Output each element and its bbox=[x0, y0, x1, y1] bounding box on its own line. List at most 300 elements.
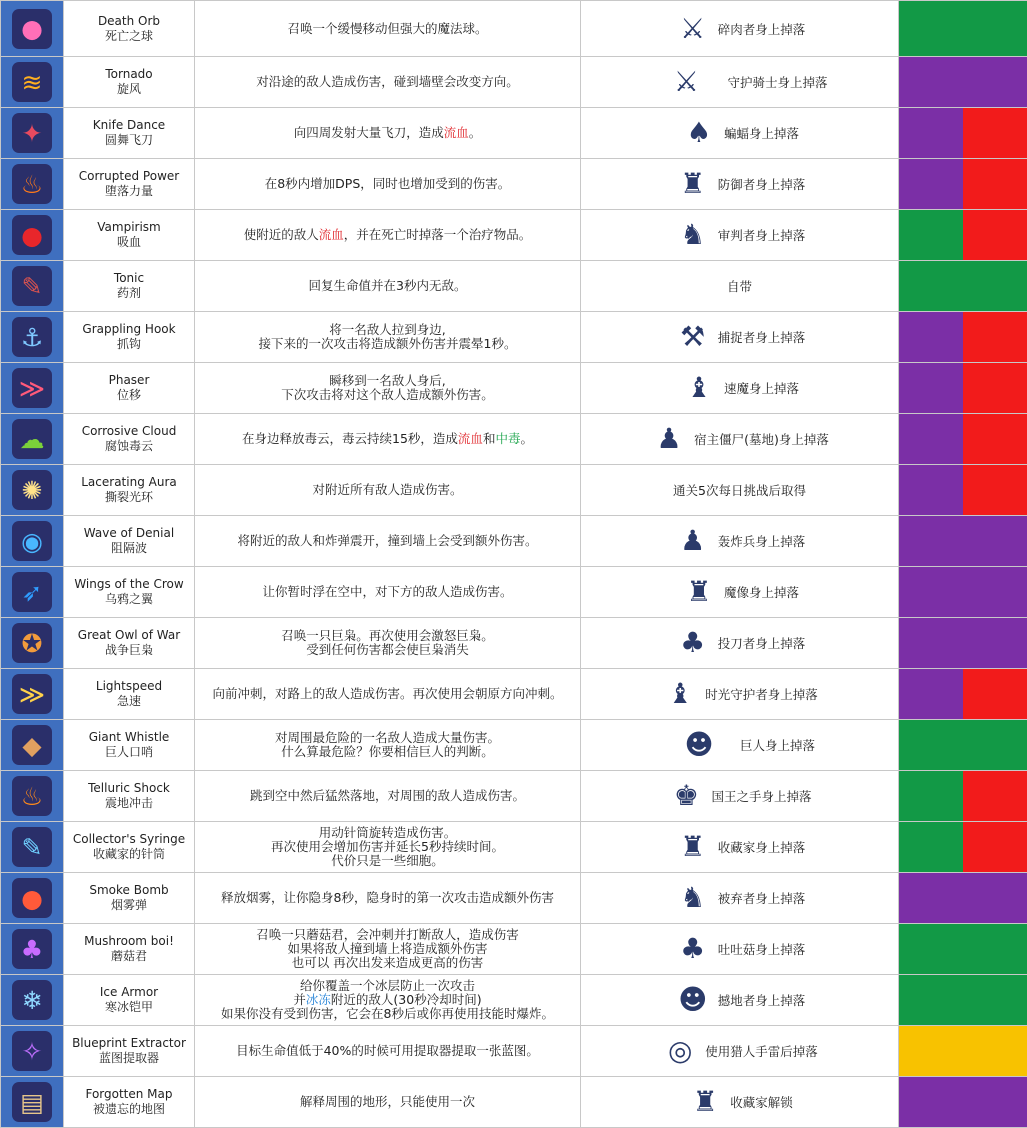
description-text: 召唤一只蘑菇君，会冲刺并打断敌人，造成伤害 bbox=[256, 927, 519, 942]
scroll-color-cell bbox=[899, 975, 1027, 1026]
description-text: 接下来的一次攻击将造成额外伤害并震晕1秒。 bbox=[259, 336, 517, 351]
skill-name-cell bbox=[64, 159, 195, 210]
skill-description bbox=[195, 159, 581, 210]
giant-sprite: ☻ bbox=[664, 724, 734, 766]
drop-source-text: 国王之手身上掉落 bbox=[711, 787, 811, 805]
drop-source-text: 自带 bbox=[727, 277, 752, 295]
scroll-color-cell bbox=[899, 516, 1027, 567]
scroll-color-cell bbox=[899, 618, 1027, 669]
drop-source-cell bbox=[581, 924, 899, 975]
red-color-swatch bbox=[963, 108, 1027, 158]
skill-name-zh: 乌鸦之翼 bbox=[64, 592, 194, 607]
wave-icon: ◉ bbox=[12, 521, 52, 561]
skill-description bbox=[195, 618, 581, 669]
skill-description bbox=[195, 1, 581, 57]
skill-description bbox=[195, 669, 581, 720]
drop-source-text: 防御者身上掉落 bbox=[718, 175, 806, 193]
description-text: 回复生命值并在3秒内无敌。 bbox=[309, 278, 467, 293]
description-text: 将一名敌人拉到身边, bbox=[329, 322, 445, 337]
description-text: 代价只是一些细胞。 bbox=[331, 853, 444, 868]
skill-name-en: Giant Whistle bbox=[64, 730, 194, 745]
skill-name-zh: 死亡之球 bbox=[64, 29, 194, 44]
description-text: ，并在死亡时掉落一个治疗物品。 bbox=[344, 227, 532, 242]
description-line bbox=[199, 534, 576, 548]
description-text: 用动针筒旋转造成伤害。 bbox=[319, 825, 457, 840]
scroll-color-cell bbox=[899, 822, 1027, 873]
description-text: 也可以 再次出发来造成更高的伤害 bbox=[292, 955, 483, 970]
skill-name-zh: 吸血 bbox=[64, 235, 194, 250]
drop-source-cell bbox=[581, 669, 899, 720]
table-row bbox=[1, 210, 1027, 261]
skill-description bbox=[195, 312, 581, 363]
red-color-swatch bbox=[963, 669, 1027, 719]
scroll-color-cell bbox=[899, 1, 1027, 57]
skill-description bbox=[195, 210, 581, 261]
table-row bbox=[1, 261, 1027, 312]
description-text: 对沿途的敌人造成伤害，碰到墙壁会改变方向。 bbox=[256, 74, 519, 89]
skill-description bbox=[195, 1026, 581, 1077]
red-color-swatch bbox=[963, 822, 1027, 872]
freeze-keyword: 冰冻 bbox=[306, 992, 331, 1007]
skill-description bbox=[195, 1077, 581, 1128]
skill-name-cell bbox=[64, 261, 195, 312]
scroll-color-cell bbox=[899, 771, 1027, 822]
crow-feather-icon: ➶ bbox=[12, 572, 52, 612]
skill-name-cell bbox=[64, 312, 195, 363]
drop-source-text: 撼地者身上掉落 bbox=[718, 991, 806, 1009]
skill-name-en: Wave of Denial bbox=[64, 526, 194, 541]
red-color-swatch bbox=[963, 210, 1027, 260]
skill-icon-cell bbox=[1, 873, 64, 924]
skill-name-en: Tornado bbox=[64, 67, 194, 82]
description-line bbox=[199, 979, 576, 993]
collector-sprite: ♜ bbox=[686, 1081, 724, 1123]
skill-description bbox=[195, 924, 581, 975]
description-text: 跳到空中然后猛然落地，对周围的敌人造成伤害。 bbox=[250, 788, 525, 803]
skill-description bbox=[195, 261, 581, 312]
bleed-keyword: 流血 bbox=[444, 125, 469, 140]
yellow-color-swatch bbox=[899, 1026, 1027, 1076]
drop-source-cell bbox=[581, 465, 899, 516]
description-text: 瞬移到一名敌人身后, bbox=[329, 373, 445, 388]
drop-source-cell bbox=[581, 210, 899, 261]
description-text: 受到任何伤害都会使巨枭消失 bbox=[306, 642, 469, 657]
skill-name-zh: 抓钩 bbox=[64, 337, 194, 352]
skill-name-zh: 圆舞飞刀 bbox=[64, 133, 194, 148]
green-color-swatch bbox=[899, 822, 963, 872]
skill-name-cell bbox=[64, 873, 195, 924]
scroll-color-cell bbox=[899, 669, 1027, 720]
skill-icon-cell bbox=[1, 567, 64, 618]
table-row bbox=[1, 771, 1027, 822]
drop-source-text: 收藏家解锁 bbox=[730, 1093, 793, 1111]
description-text: 将附近的敌人和炸弹震开，撞到墙上会受到额外伤害。 bbox=[237, 533, 537, 548]
skill-icon-cell bbox=[1, 516, 64, 567]
drop-source-text: 魔像身上掉落 bbox=[724, 583, 799, 601]
table-row bbox=[1, 822, 1027, 873]
table-row bbox=[1, 618, 1027, 669]
skill-icon-cell bbox=[1, 312, 64, 363]
skill-name-cell bbox=[64, 57, 195, 108]
whistle-icon: ◆ bbox=[12, 725, 52, 765]
purple-color-swatch bbox=[899, 516, 1027, 566]
time-keeper-sprite: ♝ bbox=[661, 673, 699, 715]
skill-rows bbox=[1, 1, 1027, 1128]
description-line bbox=[199, 1044, 576, 1058]
skill-name-zh: 战争巨枭 bbox=[64, 643, 194, 658]
description-text: 给你覆盖一个冰层防止一次攻击 bbox=[300, 978, 475, 993]
skill-name-zh: 堕落力量 bbox=[64, 184, 194, 199]
description-line bbox=[199, 993, 576, 1007]
lightspeed-icon: ≫ bbox=[12, 674, 52, 714]
skill-name-cell bbox=[64, 771, 195, 822]
host-zombie-sprite: ♟ bbox=[650, 418, 688, 460]
drop-source-text: 收藏家身上掉落 bbox=[718, 838, 806, 856]
bat-sprite: ♠ bbox=[680, 112, 718, 154]
skill-name-en: Death Orb bbox=[64, 14, 194, 29]
description-line bbox=[199, 337, 576, 351]
skill-icon-cell bbox=[1, 669, 64, 720]
skill-icon-cell bbox=[1, 924, 64, 975]
skill-name-cell bbox=[64, 975, 195, 1026]
description-text: 并 bbox=[293, 992, 306, 1007]
description-text: 向前冲刺，对路上的敌人造成伤害。再次使用会朝原方向冲刺。 bbox=[212, 686, 562, 701]
drop-source-text: 吐吐菇身上掉落 bbox=[718, 940, 806, 958]
skill-name-zh: 旋风 bbox=[64, 82, 194, 97]
skill-name-zh: 震地冲击 bbox=[64, 796, 194, 811]
skill-name-zh: 被遗忘的地图 bbox=[64, 1102, 194, 1117]
scroll-color-cell bbox=[899, 363, 1027, 414]
description-line bbox=[199, 177, 576, 191]
description-text: 使附近的敌人 bbox=[244, 227, 319, 242]
drop-source-text: 巨人身上掉落 bbox=[740, 736, 815, 754]
extractor-icon: ✧ bbox=[12, 1031, 52, 1071]
drop-source-text: 被弃者身上掉落 bbox=[718, 889, 806, 907]
skill-name-cell bbox=[64, 465, 195, 516]
skill-name-en: Tonic bbox=[64, 271, 194, 286]
purple-color-swatch bbox=[899, 618, 1027, 668]
scroll-color-cell bbox=[899, 1077, 1027, 1128]
tornado-icon: ≋ bbox=[12, 62, 52, 102]
skill-icon-cell bbox=[1, 57, 64, 108]
collector-sprite: ♜ bbox=[674, 826, 712, 868]
drop-source-text: 投刀者身上掉落 bbox=[718, 634, 806, 652]
knife-thrower-sprite: ♣ bbox=[674, 622, 712, 664]
skill-description bbox=[195, 363, 581, 414]
description-text: 召唤一个缓慢移动但强大的魔法球。 bbox=[287, 21, 487, 36]
description-line bbox=[199, 731, 576, 745]
table-row bbox=[1, 975, 1027, 1026]
drop-source-text: 使用猎人手雷后掉落 bbox=[705, 1042, 818, 1060]
table-row bbox=[1, 159, 1027, 210]
description-line bbox=[199, 826, 576, 840]
skill-name-zh: 收藏家的针筒 bbox=[64, 847, 194, 862]
skill-name-zh: 药剂 bbox=[64, 286, 194, 301]
description-text: 解释周围的地形，只能使用一次 bbox=[300, 1094, 475, 1109]
skill-description bbox=[195, 720, 581, 771]
description-text: 什么算最危险？你要相信巨人的判断。 bbox=[281, 744, 494, 759]
table-row bbox=[1, 720, 1027, 771]
scroll-color-cell bbox=[899, 108, 1027, 159]
skill-description bbox=[195, 975, 581, 1026]
skill-name-cell bbox=[64, 414, 195, 465]
description-line bbox=[199, 643, 576, 657]
scroll-color-cell bbox=[899, 465, 1027, 516]
skill-name-en: Great Owl of War bbox=[64, 628, 194, 643]
drop-source-cell bbox=[581, 822, 899, 873]
purple-color-swatch bbox=[899, 414, 963, 464]
catcher-sprite: ⚒ bbox=[674, 316, 712, 358]
table-row bbox=[1, 1077, 1027, 1128]
red-color-swatch bbox=[963, 312, 1027, 362]
description-line bbox=[199, 374, 576, 388]
description-line bbox=[199, 687, 576, 701]
drop-source-cell bbox=[581, 159, 899, 210]
table-row bbox=[1, 669, 1027, 720]
description-text: 对周围最危险的一名敌人造成大量伤害。 bbox=[275, 730, 500, 745]
corrupted-power-icon: ♨ bbox=[12, 164, 52, 204]
description-line bbox=[199, 840, 576, 854]
description-line bbox=[199, 789, 576, 803]
skill-name-cell bbox=[64, 924, 195, 975]
table-row bbox=[1, 924, 1027, 975]
description-text: 。 bbox=[520, 431, 533, 446]
drop-source-cell bbox=[581, 363, 899, 414]
drop-source-cell bbox=[581, 261, 899, 312]
scroll-color-cell bbox=[899, 1026, 1027, 1077]
skill-description bbox=[195, 465, 581, 516]
skill-name-en: Corrosive Cloud bbox=[64, 424, 194, 439]
skill-name-cell bbox=[64, 210, 195, 261]
scroll-color-cell bbox=[899, 261, 1027, 312]
runner-sprite: ♝ bbox=[680, 367, 718, 409]
skill-name-en: Grappling Hook bbox=[64, 322, 194, 337]
drop-source-cell bbox=[581, 312, 899, 363]
description-line bbox=[199, 629, 576, 643]
description-text: 。 bbox=[469, 125, 482, 140]
skill-name-cell bbox=[64, 1026, 195, 1077]
description-line bbox=[199, 279, 576, 293]
skill-name-zh: 巨人口哨 bbox=[64, 745, 194, 760]
butcher-sprite: ⚔ bbox=[674, 8, 712, 50]
bomb-icon: ● bbox=[12, 878, 52, 918]
scroll-color-cell bbox=[899, 720, 1027, 771]
skill-name-zh: 位移 bbox=[64, 388, 194, 403]
purple-color-swatch bbox=[899, 1077, 1027, 1127]
skill-name-cell bbox=[64, 822, 195, 873]
purple-color-swatch bbox=[899, 108, 963, 158]
table-row bbox=[1, 465, 1027, 516]
scroll-color-cell bbox=[899, 873, 1027, 924]
skill-icon-cell bbox=[1, 261, 64, 312]
drop-source-cell bbox=[581, 771, 899, 822]
drop-source-cell bbox=[581, 57, 899, 108]
scroll-color-cell bbox=[899, 57, 1027, 108]
skill-name-zh: 腐蚀毒云 bbox=[64, 439, 194, 454]
poison-keyword: 中毒 bbox=[495, 431, 520, 446]
drop-source-cell bbox=[581, 414, 899, 465]
table-row bbox=[1, 516, 1027, 567]
purple-color-swatch bbox=[899, 669, 963, 719]
skill-icon-cell bbox=[1, 771, 64, 822]
description-line bbox=[199, 854, 576, 868]
skill-name-zh: 急速 bbox=[64, 694, 194, 709]
abandoned-sprite: ♞ bbox=[674, 877, 712, 919]
skill-icon-cell bbox=[1, 465, 64, 516]
skill-name-en: Ice Armor bbox=[64, 985, 194, 1000]
skill-icon-cell bbox=[1, 414, 64, 465]
drop-source-text: 宿主僵尸(墓地)身上掉落 bbox=[694, 430, 829, 448]
drop-source-cell bbox=[581, 975, 899, 1026]
skill-icon-cell bbox=[1, 108, 64, 159]
skill-name-zh: 蘑菇君 bbox=[64, 949, 194, 964]
skill-name-en: Corrupted Power bbox=[64, 169, 194, 184]
skill-icon-cell bbox=[1, 720, 64, 771]
skill-name-en: Wings of the Crow bbox=[64, 577, 194, 592]
skill-name-en: Blueprint Extractor bbox=[64, 1036, 194, 1051]
description-line bbox=[199, 388, 576, 402]
mushroom-icon: ♣ bbox=[12, 929, 52, 969]
map-icon: ▤ bbox=[12, 1082, 52, 1122]
description-line bbox=[199, 75, 576, 89]
purple-color-swatch bbox=[899, 567, 1027, 617]
purple-color-swatch bbox=[899, 873, 1027, 923]
skill-name-en: Mushroom boi! bbox=[64, 934, 194, 949]
skill-icon-cell bbox=[1, 975, 64, 1026]
defender-sprite: ♜ bbox=[674, 163, 712, 205]
drop-source-cell bbox=[581, 873, 899, 924]
skill-description bbox=[195, 57, 581, 108]
description-text: 目标生命值低于40%的时候可用提取器提取一张蓝图。 bbox=[236, 1043, 539, 1058]
table-row bbox=[1, 312, 1027, 363]
drop-source-text: 碎肉者身上掉落 bbox=[718, 20, 806, 38]
green-color-swatch bbox=[899, 975, 1027, 1025]
green-color-swatch bbox=[899, 1, 1027, 56]
scroll-color-cell bbox=[899, 924, 1027, 975]
skill-icon-cell bbox=[1, 1026, 64, 1077]
skill-icon-cell bbox=[1, 1077, 64, 1128]
table-row bbox=[1, 57, 1027, 108]
skill-name-cell bbox=[64, 108, 195, 159]
description-line bbox=[199, 22, 576, 36]
drop-source-text: 通关5次每日挑战后取得 bbox=[673, 481, 806, 499]
skill-name-en: Phaser bbox=[64, 373, 194, 388]
skill-description bbox=[195, 771, 581, 822]
drop-source-cell bbox=[581, 1077, 899, 1128]
drop-source-cell bbox=[581, 618, 899, 669]
shaker-sprite: ☻ bbox=[674, 979, 712, 1021]
red-color-swatch bbox=[963, 363, 1027, 413]
drop-source-text: 捕捉者身上掉落 bbox=[718, 328, 806, 346]
green-color-swatch bbox=[899, 771, 963, 821]
purple-color-swatch bbox=[899, 465, 963, 515]
skill-name-en: Telluric Shock bbox=[64, 781, 194, 796]
skill-name-cell bbox=[64, 1, 195, 57]
table-row bbox=[1, 567, 1027, 618]
skill-name-en: Smoke Bomb bbox=[64, 883, 194, 898]
skill-name-cell bbox=[64, 720, 195, 771]
description-text: 让你暂时浮在空中，对下方的敌人造成伤害。 bbox=[262, 584, 512, 599]
drop-source-text: 时光守护者身上掉落 bbox=[705, 685, 818, 703]
description-text: 对附近所有敌人造成伤害。 bbox=[312, 482, 462, 497]
purple-color-swatch bbox=[899, 159, 963, 209]
magic-orb-icon: ● bbox=[12, 9, 52, 49]
description-text: 释放烟雾，让你隐身8秒，隐身时的第一次攻击造成额外伤害 bbox=[221, 890, 554, 905]
description-text: 如果你没有受到伤害，它会在8秒后或你再使用技能时爆炸。 bbox=[221, 1006, 554, 1021]
drop-source-cell bbox=[581, 516, 899, 567]
drop-source-cell bbox=[581, 108, 899, 159]
fire-icon: ♨ bbox=[12, 776, 52, 816]
description-line bbox=[199, 483, 576, 497]
drop-source-cell bbox=[581, 1, 899, 57]
drop-source-cell bbox=[581, 567, 899, 618]
description-line bbox=[199, 323, 576, 337]
skill-icon-cell bbox=[1, 822, 64, 873]
skill-name-en: Lightspeed bbox=[64, 679, 194, 694]
skill-description bbox=[195, 822, 581, 873]
skill-name-en: Vampirism bbox=[64, 220, 194, 235]
red-color-swatch bbox=[963, 465, 1027, 515]
bleed-keyword: 流血 bbox=[319, 227, 344, 242]
green-color-swatch bbox=[899, 210, 963, 260]
description-text: 下次攻击将对这个敌人造成额外伤害。 bbox=[281, 387, 494, 402]
drop-source-text: 守护骑士身上掉落 bbox=[727, 73, 827, 91]
skill-name-zh: 蓝图提取器 bbox=[64, 1051, 194, 1066]
skill-description bbox=[195, 108, 581, 159]
description-line bbox=[199, 956, 576, 970]
description-line bbox=[199, 928, 576, 942]
guardian-knight-sprite: ⚔ bbox=[651, 61, 721, 103]
golem-sprite: ♜ bbox=[680, 571, 718, 613]
description-line bbox=[199, 126, 576, 140]
scroll-color-cell bbox=[899, 414, 1027, 465]
blood-drop-icon: ● bbox=[12, 215, 52, 255]
table-row bbox=[1, 1026, 1027, 1077]
red-color-swatch bbox=[963, 159, 1027, 209]
bomber-sprite: ♟ bbox=[674, 520, 712, 562]
poison-cloud-icon: ☁ bbox=[12, 419, 52, 459]
drop-source-text: 蝙蝠身上掉落 bbox=[724, 124, 799, 142]
table-row bbox=[1, 363, 1027, 414]
skill-description bbox=[195, 567, 581, 618]
aura-icon: ✺ bbox=[12, 470, 52, 510]
skill-icon-cell bbox=[1, 159, 64, 210]
green-color-swatch bbox=[899, 924, 1027, 974]
description-text: 在8秒内增加DPS，同时也增加受到的伤害。 bbox=[265, 176, 511, 191]
drop-source-cell bbox=[581, 720, 899, 771]
skill-name-en: Lacerating Aura bbox=[64, 475, 194, 490]
grappling-hook-icon: ⚓ bbox=[12, 317, 52, 357]
description-line bbox=[199, 1095, 576, 1109]
purple-color-swatch bbox=[899, 57, 1027, 107]
ice-armor-icon: ❄ bbox=[12, 980, 52, 1020]
scroll-color-cell bbox=[899, 210, 1027, 261]
drop-source-text: 轰炸兵身上掉落 bbox=[718, 532, 806, 550]
owl-icon: ✪ bbox=[12, 623, 52, 663]
description-line bbox=[199, 942, 576, 956]
description-line bbox=[199, 228, 576, 242]
table-row bbox=[1, 108, 1027, 159]
description-text: 附近的敌人(30秒冷却时间) bbox=[331, 992, 482, 1007]
skill-name-zh: 烟雾弹 bbox=[64, 898, 194, 913]
green-color-swatch bbox=[899, 261, 1027, 311]
red-color-swatch bbox=[963, 771, 1027, 821]
hunter-grenade-sprite: ◎ bbox=[661, 1030, 699, 1072]
scroll-color-cell bbox=[899, 567, 1027, 618]
skill-name-zh: 寒冰铠甲 bbox=[64, 1000, 194, 1015]
description-line bbox=[199, 745, 576, 759]
skill-name-cell bbox=[64, 669, 195, 720]
